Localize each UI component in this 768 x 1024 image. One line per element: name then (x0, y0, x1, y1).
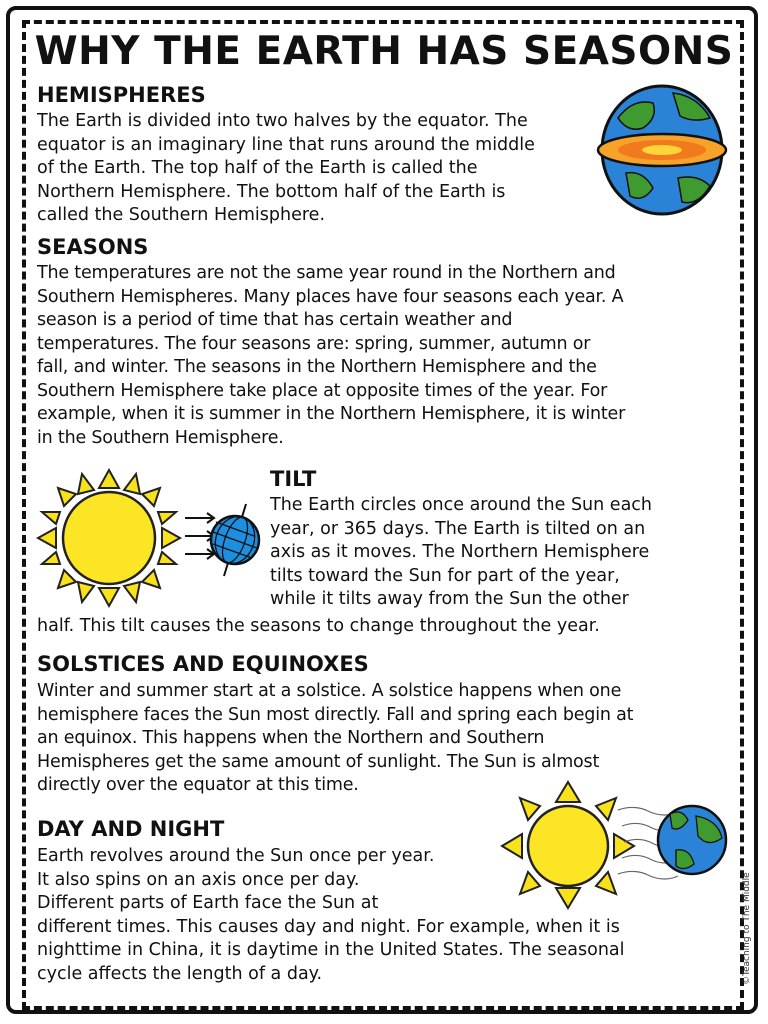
day-night-heading: DAY AND NIGHT (37, 817, 225, 841)
solstices-heading: SOLSTICES AND EQUINOXES (37, 652, 369, 676)
text-line: an equinox. This happens when the Northern and Southern (37, 728, 545, 748)
day-night-text (37, 845, 625, 986)
sun-icon (34, 468, 184, 608)
hemispheres-text (37, 110, 535, 228)
credit-text: ©Teaching to The Middle (742, 872, 752, 985)
text-line: axis as it moves. The Northern Hemisphere (270, 542, 650, 562)
text-line: The Earth is divided into two halves by the equator. The (37, 111, 528, 131)
text-line: season is a period of time that has certain weather and (37, 310, 513, 330)
text-line: Earth revolves around the Sun once per year. (37, 846, 435, 866)
text-line: fall, and winter. The seasons in the Northern Hemisphere and the (37, 357, 597, 377)
text-line: temperatures. The four seasons are: spring, summer, autumn or (37, 333, 591, 354)
text-line: Different parts of Earth face the Sun at (37, 893, 379, 913)
text-line: The Earth circles once around the Sun each (270, 495, 653, 515)
text-line: Northern Hemisphere. The bottom half of the Earth is (37, 181, 506, 202)
text-line: equator is an imaginary line that runs around the middle (37, 134, 535, 155)
text-line: Winter and summer start at a solstice. A solstice happens when one (37, 681, 622, 701)
tilt-heading: TILT (270, 467, 317, 491)
text-line: The temperatures are not the same year round in the Northern and (37, 263, 616, 283)
tilt-text (270, 494, 652, 612)
text-line: example, when it is summer in the Northern Hemisphere, it is winter (37, 404, 626, 424)
seasons-text (37, 262, 625, 450)
page-title: WHY THE EARTH HAS SEASONS (34, 29, 734, 74)
text-line: of the Earth. The top half of the Earth is called the (37, 158, 478, 178)
text-line: Southern Hemisphere take place at opposite times of the year. For (37, 380, 608, 401)
text-line: nighttime in China, it is daytime in the United States. The seasonal (37, 940, 625, 960)
globe-icon (206, 502, 266, 578)
seasons-heading: SEASONS (37, 235, 149, 259)
text-line: different times. This causes day and night. For example, when it is (37, 916, 620, 937)
text-line: directly over the equator at this time. (37, 775, 359, 795)
text-line: called the Southern Hemisphere. (37, 205, 326, 225)
text-line: cycle affects the length of a day. (37, 963, 323, 984)
earth-cutaway-icon (598, 78, 728, 218)
text-line: in the Southern Hemisphere. (37, 427, 284, 448)
text-line: It also spins on an axis once per day. (37, 869, 360, 890)
text-line: tilts toward the Sun for part of the year, (270, 565, 620, 586)
text-line: while it tilts away from the Sun the other (270, 589, 629, 609)
text-line: Hemispheres get the same amount of sunlight. The Sun is almost (37, 751, 600, 772)
tilt-last-line: half. This tilt causes the seasons to change throughout the year. (37, 616, 600, 636)
text-line: hemisphere faces the Sun most directly. Fall and spring each begin at (37, 704, 634, 725)
hemispheres-heading: HEMISPHERES (37, 83, 206, 107)
text-line: Southern Hemispheres. Many places have four seasons each year. A (37, 286, 624, 307)
text-line: year, or 365 days. The Earth is tilted on an (270, 518, 646, 539)
